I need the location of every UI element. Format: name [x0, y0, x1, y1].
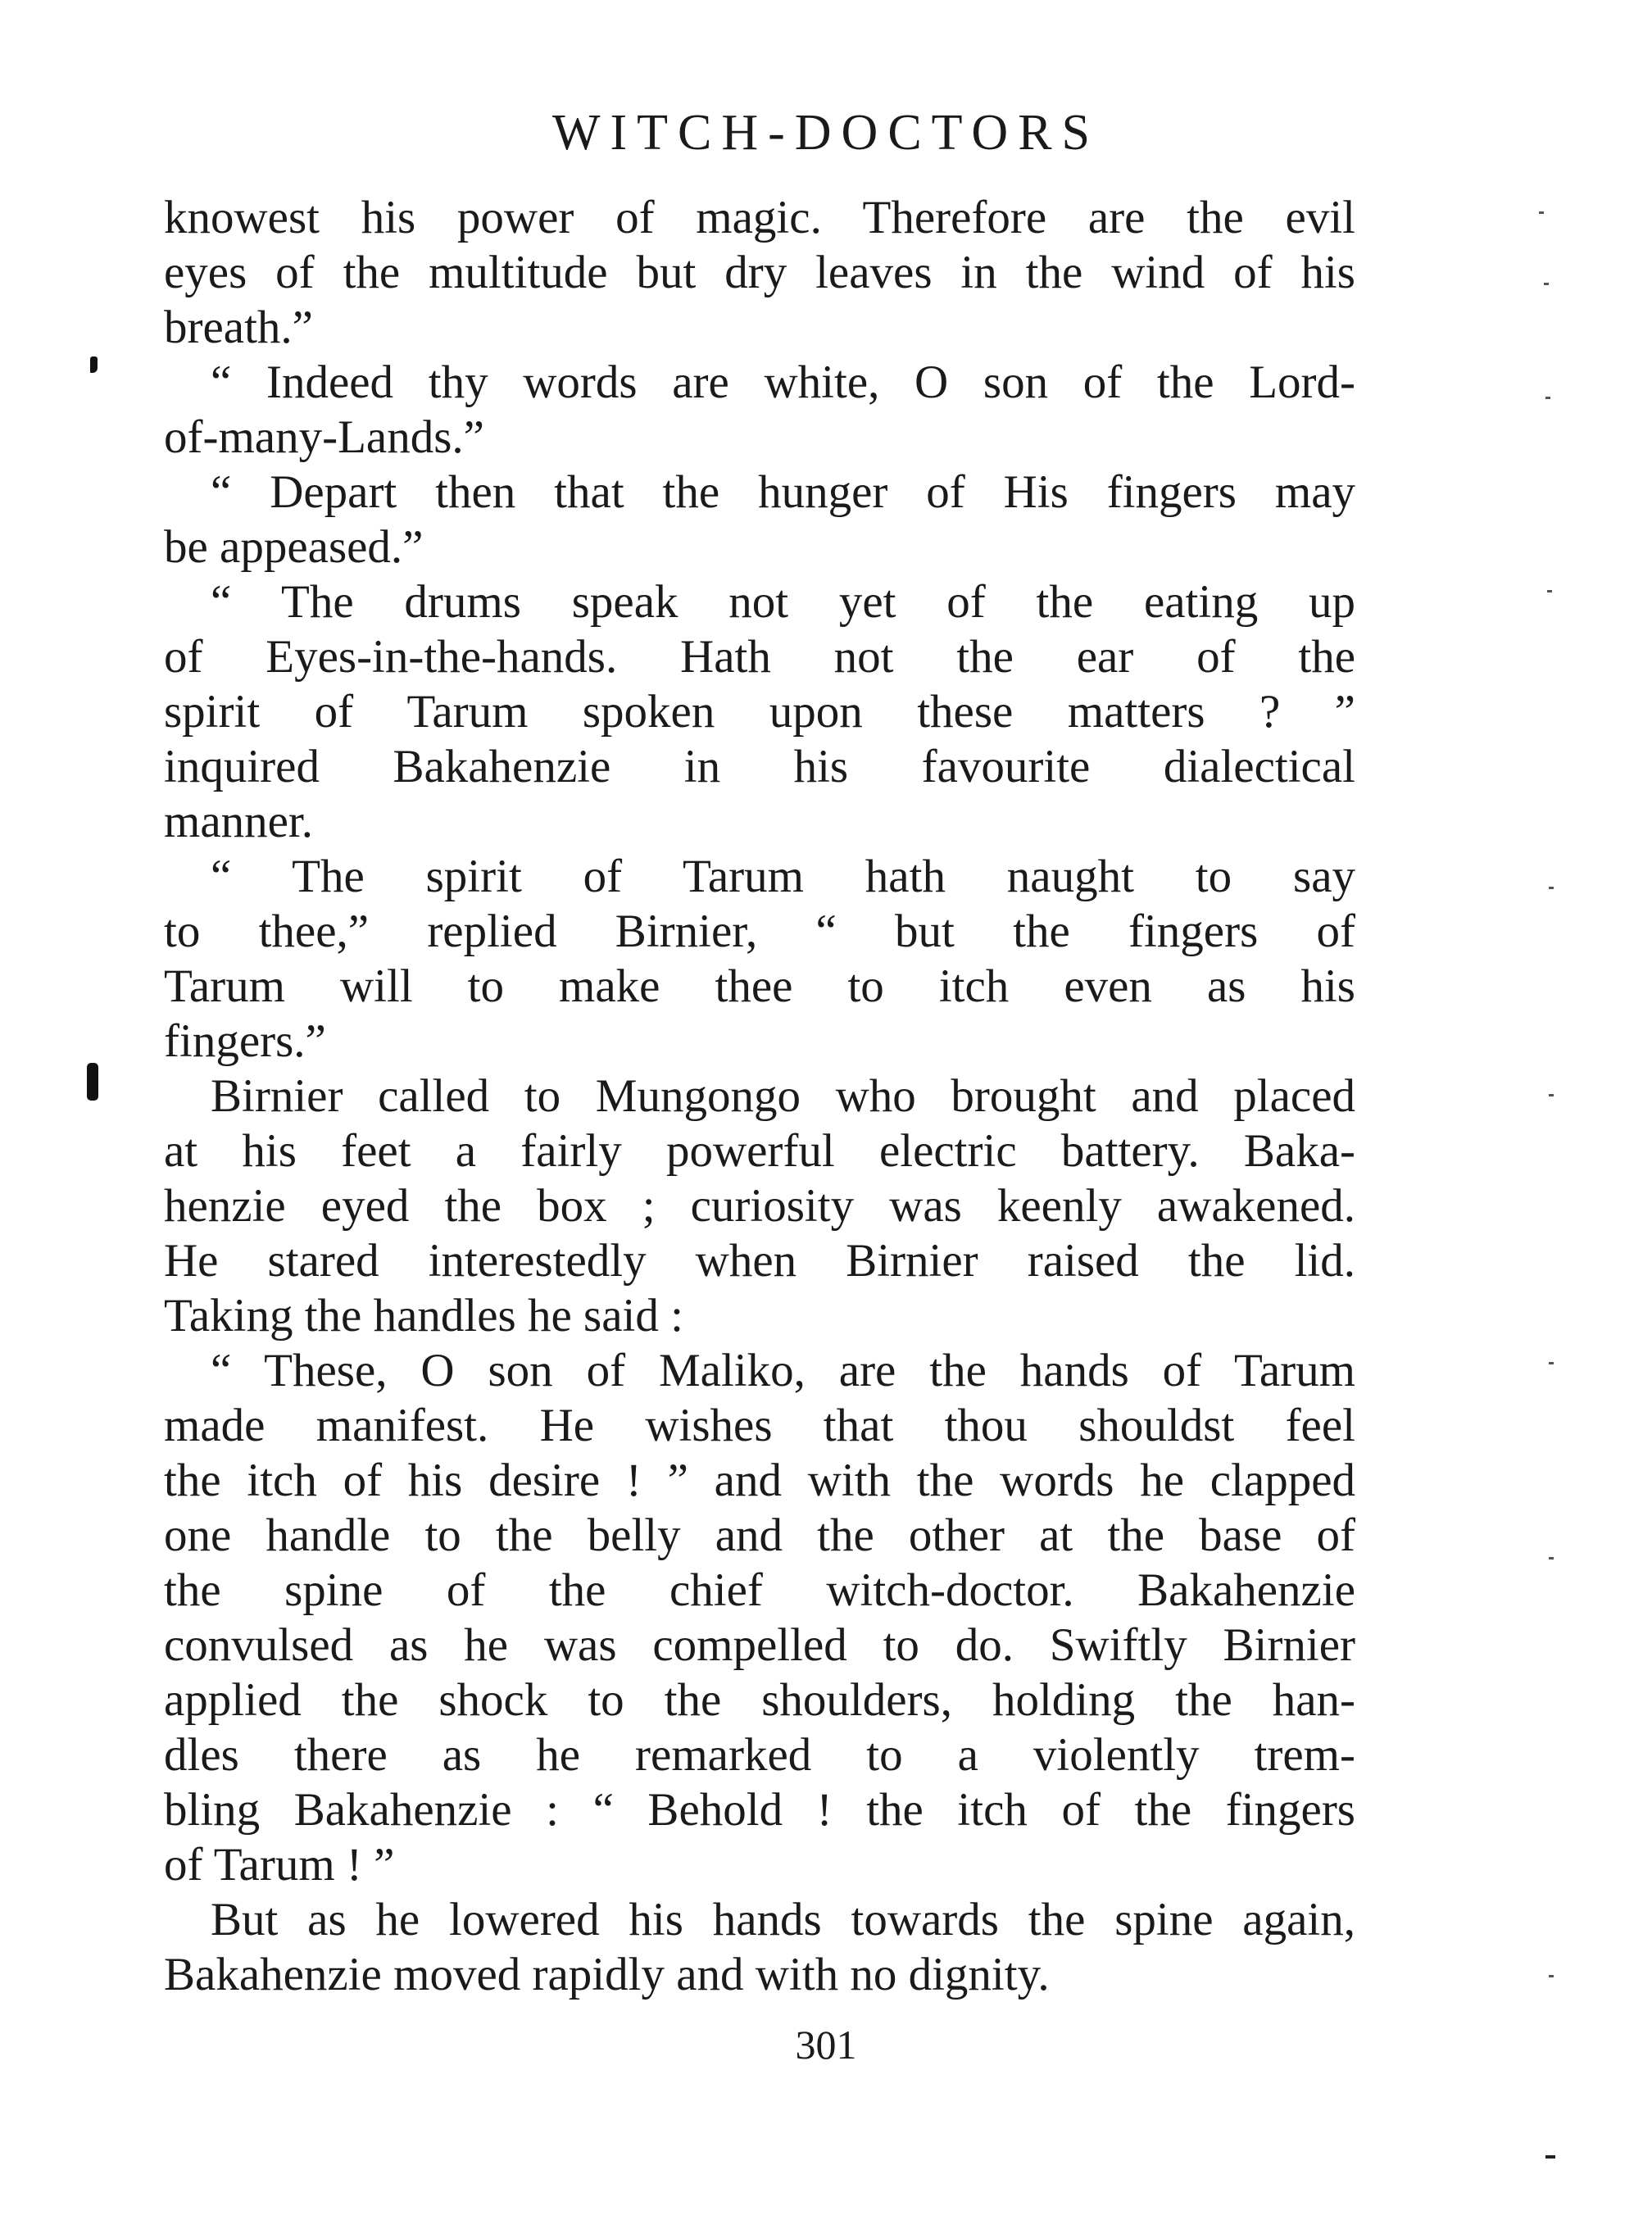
text-line: eyes of the multitude but dry leaves in the wind of his — [164, 247, 1355, 298]
text-line: Taking the handles he said : — [164, 1290, 683, 1341]
text-line: “ The spirit of Tarum hath naught to say — [211, 851, 1355, 902]
text-line: made manifest. He wishes that thou shouldst feel — [164, 1400, 1355, 1451]
scan-speck — [1549, 1975, 1554, 1977]
scan-speck — [1549, 1362, 1554, 1364]
text-line: henzie eyed the box ; curiosity was keenly awakened. — [164, 1180, 1355, 1232]
text-line: knowest his power of magic. Therefore are the evil — [164, 192, 1355, 243]
text-line: Tarum will to make thee to itch even as his — [164, 960, 1355, 1012]
text-line: of Eyes-in-the-hands. Hath not the ear of the — [164, 631, 1355, 683]
text-line: inquired Bakahenzie in his favourite dialectical — [164, 741, 1355, 792]
scan-speck — [1545, 2155, 1555, 2159]
text-line: But as he lowered his hands towards the spine again, — [211, 1894, 1355, 1945]
text-line: “ Depart then that the hunger of His fingers may — [211, 466, 1355, 518]
scan-speck — [1545, 397, 1550, 399]
text-line: applied the shock to the shoulders, holding the han- — [164, 1674, 1355, 1726]
text-line: breath.” — [164, 302, 313, 353]
text-line: at his feet a fairly powerful electric battery. Baka- — [164, 1125, 1355, 1177]
margin-ink-mark — [87, 1063, 98, 1101]
text-line: bling Bakahenzie : “ Behold ! the itch of the fingers — [164, 1784, 1355, 1836]
text-line: of Tarum ! ” — [164, 1839, 395, 1891]
text-line: manner. — [164, 796, 314, 847]
page-number: 301 — [795, 2022, 857, 2068]
running-head: WITCH-DOCTORS — [551, 105, 1101, 161]
scan-speck — [1544, 283, 1549, 285]
scan-speck — [1547, 590, 1552, 592]
text-line: spirit of Tarum spoken upon these matters ? ” — [164, 686, 1355, 738]
text-line: the spine of the chief witch-doctor. Bakahenzie — [164, 1564, 1355, 1616]
scan-speck — [1549, 887, 1554, 889]
text-line: Bakahenzie moved rapidly and with no dignity. — [164, 1949, 1050, 2000]
text-line: to thee,” replied Birnier, “ but the fingers of — [164, 906, 1355, 957]
text-line: of-many-Lands.” — [164, 411, 484, 463]
text-line: “ The drums speak not yet of the eating up — [211, 576, 1355, 628]
scan-speck — [1549, 1557, 1554, 1559]
text-line: Birnier called to Mungongo who brought and placed — [211, 1070, 1355, 1122]
text-line: be appeased.” — [164, 521, 424, 573]
scan-speck — [1549, 1094, 1554, 1096]
text-line: fingers.” — [164, 1015, 326, 1067]
text-line: the itch of his desire ! ” and with the words he clapped — [164, 1455, 1355, 1506]
text-line: He stared interestedly when Birnier raised the lid. — [164, 1235, 1355, 1287]
body-text — [164, 190, 1355, 2002]
margin-ink-mark — [90, 356, 98, 373]
text-line: one handle to the belly and the other at the base of — [164, 1509, 1355, 1561]
text-line: “ These, O son of Maliko, are the hands of Tarum — [211, 1345, 1355, 1396]
scan-speck — [1539, 211, 1544, 214]
text-line: convulsed as he was compelled to do. Swiftly Birnier — [164, 1619, 1355, 1671]
text-line: “ Indeed thy words are white, O son of the Lord- — [211, 356, 1355, 408]
text-line: dles there as he remarked to a violently trem- — [164, 1729, 1355, 1781]
